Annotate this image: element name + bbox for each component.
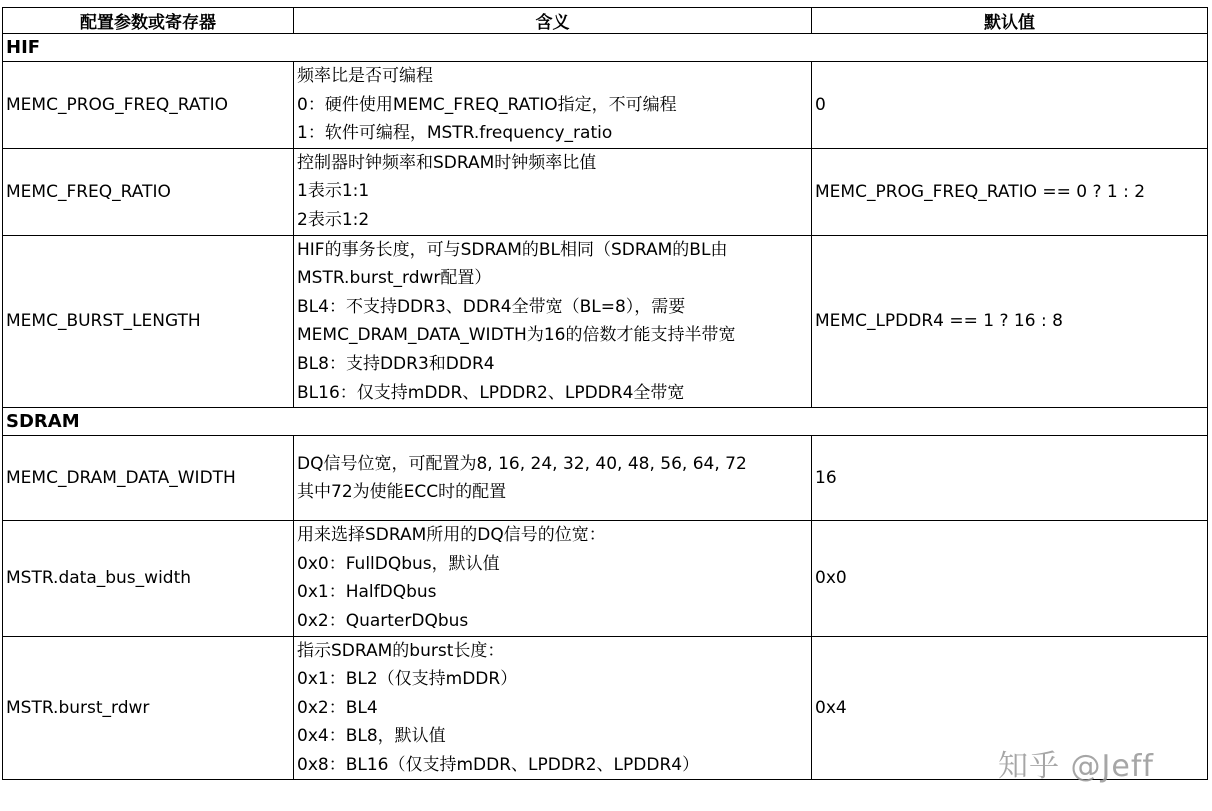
meaning-line: 0x2：QuarterDQbus [297,610,469,631]
meaning-cell [294,235,812,408]
zhihu-watermark: 知乎 @Jeff [998,749,1154,784]
default-cell: 0x0 [812,521,1208,636]
meaning-line: 指示SDRAM的burst长度： [297,640,505,661]
param-cell: MEMC_PROG_FREQ_RATIO [3,62,294,149]
header-meaning: 含义 [294,8,812,34]
meaning-line: 其中72为使能ECC时的配置 [297,482,507,503]
param-cell: MSTR.burst_rdwr [3,636,294,780]
meaning-line: 0x0：FullDQbus，默认值 [297,553,500,574]
meaning-line: HIF的事务长度，可与SDRAM的BL相同（SDRAM的BL由 [297,239,728,260]
meaning-line: 控制器时钟频率和SDRAM时钟频率比值 [297,152,597,173]
meaning-line: 用来选择SDRAM所用的DQ信号的位宽： [297,525,606,546]
meaning-line: 0x4：BL8，默认值 [297,726,446,747]
meaning-line: 0：硬件使用MEMC_FREQ_RATIO指定，不可编程 [297,94,677,115]
param-cell: MSTR.data_bus_width [3,521,294,636]
meaning-line: MSTR.burst_rdwr配置） [297,268,492,289]
table-row [3,436,1208,521]
meaning-line: 频率比是否可编程 [297,66,433,86]
meaning-line: 1：软件可编程，MSTR.frequency_ratio [297,123,613,144]
default-cell: MEMC_LPDDR4 == 1 ? 16 : 8 [812,235,1208,408]
default-cell: MEMC_PROG_FREQ_RATIO == 0 ? 1 : 2 [812,148,1208,235]
param-cell: MEMC_BURST_LENGTH [3,235,294,408]
table-row [3,235,1208,408]
meaning-line: 2表示1:2 [297,209,370,230]
meaning-line: 0x2：BL4 [297,697,378,718]
section-row-sdram [3,408,1208,436]
meaning-line: BL16：仅支持mDDR、LPDDR2、LPDDR4全带宽 [297,382,685,403]
config-register-table [2,7,1208,780]
param-cell: MEMC_DRAM_DATA_WIDTH [3,436,294,521]
meaning-line: 0x1：BL2（仅支持mDDR） [297,669,518,690]
param-cell: MEMC_FREQ_RATIO [3,148,294,235]
meaning-line: 1表示1:1 [297,181,370,202]
meaning-cell [294,521,812,636]
header-param: 配置参数或寄存器 [3,8,294,34]
meaning-cell [294,62,812,149]
meaning-line: BL8：支持DDR3和DDR4 [297,353,495,374]
default-cell: 16 [812,436,1208,521]
meaning-line: 0x1：HalfDQbus [297,582,437,603]
meaning-line: DQ信号位宽，可配置为8, 16, 24, 32, 40, 48, 56, 64, 72 [297,453,747,474]
section-row-hif [3,34,1208,62]
header-default: 默认值 [812,8,1208,34]
meaning-line: MEMC_DRAM_DATA_WIDTH为16的倍数才能支持半带宽 [297,325,736,346]
table-header-row [3,8,1208,34]
table-row [3,521,1208,636]
default-cell: 0x4 [812,636,1208,780]
meaning-cell [294,636,812,780]
meaning-line: BL4：不支持DDR3、DDR4全带宽（BL=8），需要 [297,296,686,317]
section-title-sdram: SDRAM [3,408,1208,436]
default-cell: 0 [812,62,1208,149]
section-title-hif: HIF [3,34,1208,62]
meaning-line: 0x8：BL16（仅支持mDDR、LPDDR2、LPDDR4） [297,754,700,775]
meaning-cell [294,148,812,235]
meaning-cell [294,436,812,521]
table-row [3,62,1208,149]
table-row [3,148,1208,235]
